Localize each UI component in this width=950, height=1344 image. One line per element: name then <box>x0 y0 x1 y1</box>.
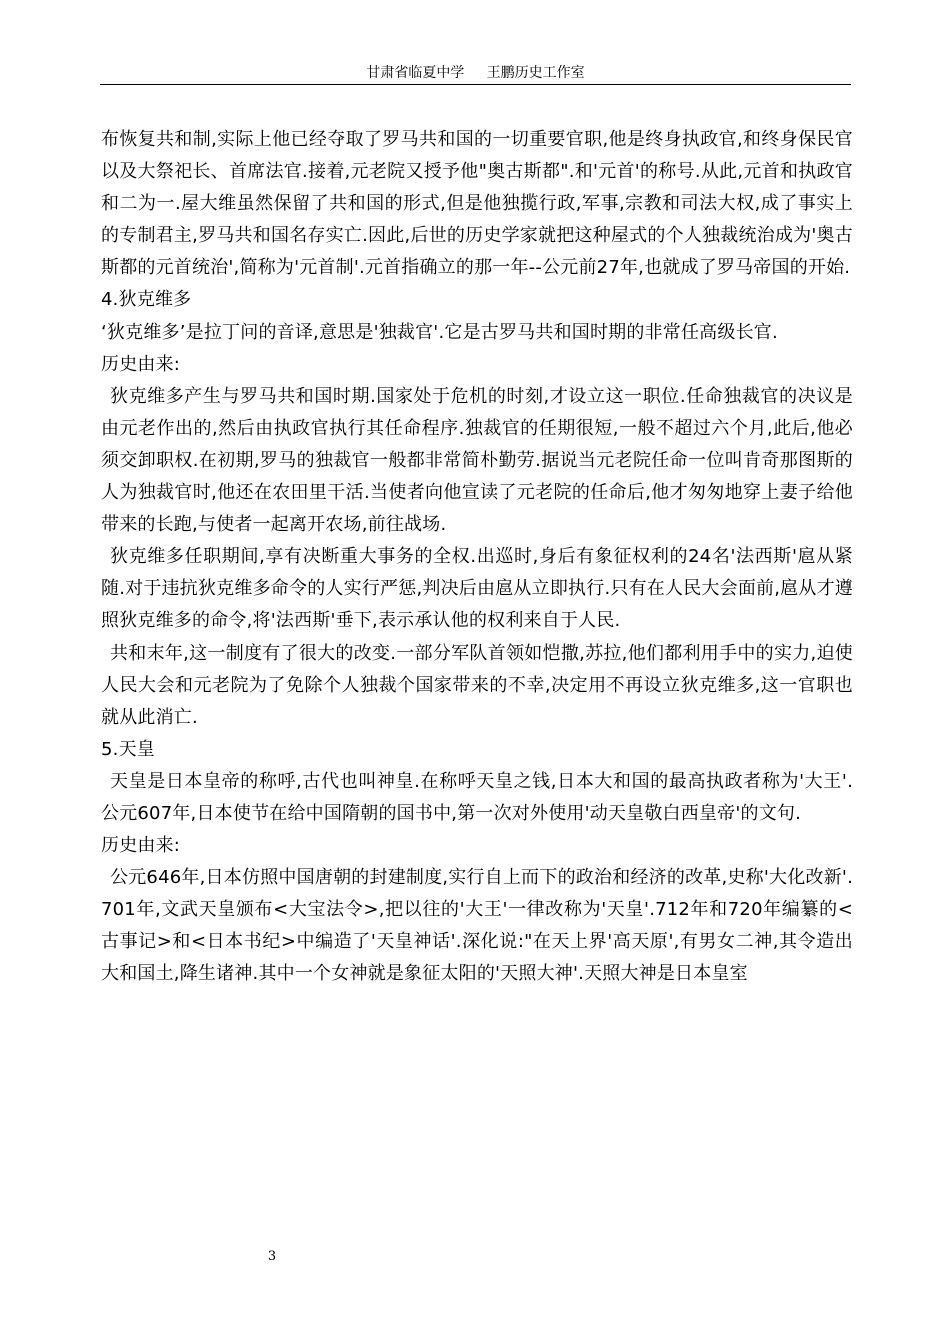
subheading-history-origin: 历史由来: <box>101 835 181 857</box>
paragraph-dictator-definition: ‘狄克维多’是拉丁问的音译,意思是'独裁官'.它是古罗马共和国时期的非常任高级长官. <box>101 321 778 343</box>
header-rule <box>100 84 851 85</box>
paragraph-dictator-end: 共和末年,这一制度有了很大的改变.一部分军队首领如恺撒,苏拉,他们都利用手中的实力,迫使人民大会和元老院为了免除个人独裁个国家带来的不幸,决定用不再设立狄克维多,这一官职也就从此消亡. <box>101 642 853 728</box>
subheading-history-origin: 历史由来: <box>101 353 181 375</box>
document-body <box>101 124 853 991</box>
header-school: 甘肃省临夏中学 <box>366 65 465 81</box>
header-studio: 王鹏历史工作室 <box>486 65 585 81</box>
paragraph-emperor-definition: 天皇是日本皇帝的称呼,古代也叫神皇.在称呼天皇之钱,日本大和国的最高执政者称为'大王'.公元607年,日本使节在给中国隋朝的国书中,第一次对外使用'动天皇敬白西皇帝'的文句. <box>101 770 853 824</box>
page-number: 3 <box>267 1249 277 1264</box>
paragraph-augustus-principate: 布恢复共和制,实际上他已经夺取了罗马共和国的一切重要官职,他是终身执政官,和终身保民官以及大祭祀长、首席法官.接着,元老院又授予他"奥古斯都".和'元首'的称号.从此,元首和执政官和二为一.屋大维虽然保留了共和国的形式,但是他独揽行政,军事,宗教和司法大权,成了事实上的专制君主,罗马共和国名存实亡.因此,后世的历史学家就把这种屋式的个人独裁统治成为'奥古斯都的元首统治',简称为'元首制'.元首指确立的那一年--公元前27年,也就成了罗马帝国的开始. <box>101 129 853 279</box>
section-heading-dictator: 4.狄克维多 <box>101 289 192 311</box>
paragraph-dictator-powers: 狄克维多任职期间,享有决断重大事务的全权.出巡时,身后有象征权利的24名'法西斯'扈从紧随.对于违抗狄克维多命令的人实行严惩,判决后由扈从立即执行.只有在人民大会面前,扈从才遵照狄克维多的命令,将'法西斯'垂下,表示承认他的权利来自于人民. <box>101 546 853 632</box>
section-heading-emperor: 5.天皇 <box>101 738 155 760</box>
page-header <box>100 62 851 84</box>
paragraph-dictator-origin: 狄克维多产生与罗马共和国时期.国家处于危机的时刻,才设立这一职位.任命独裁官的决议是由元老作出的,然后由执政官执行其任命程序.独裁官的任期很短,一般不超过六个月,此后,他必须交卸职权.在初期,罗马的独裁官一般都非常简朴勤劳.据说当元老院任命一位叫肯奇那图斯的人为独裁官时,他还在农田里干活.当使者向他宣读了元老院的任命后,他才匆匆地穿上妻子给他带来的长跑,与使者一起离开农场,前往战场. <box>101 385 853 536</box>
paragraph-emperor-origin: 公元646年,日本仿照中国唐朝的封建制度,实行自上而下的政治和经济的改革,史称'大化改新'.701年,文武天皇颁布<大宝法令>,把以往的'大王'一律改称为'天皇'.712年和720年编纂的<古事记>和<日本书纪>中编造了'天皇神话'.深化说:"在天上界'高天原',有男女二神,其令造出大和国土,降生诸神.其中一个女神就是象征太阳的'天照大神'.天照大神是日本皇室 <box>101 867 853 985</box>
header-gap <box>464 65 486 81</box>
